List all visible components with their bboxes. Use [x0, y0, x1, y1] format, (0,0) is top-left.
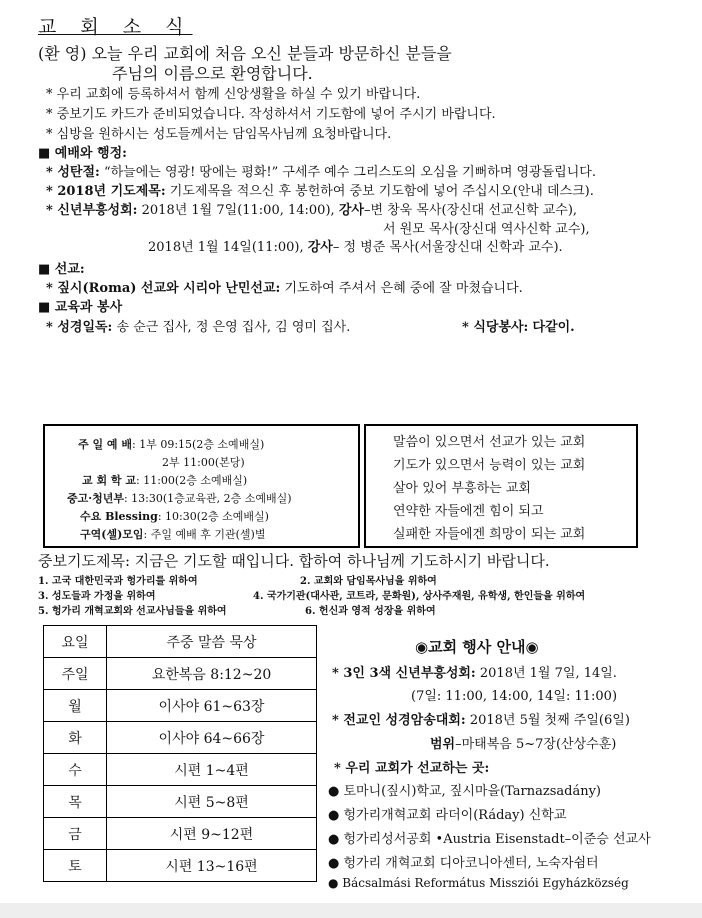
prayer-line: [46, 180, 594, 199]
revival-line-3: [148, 236, 563, 255]
vision-line: 말씀이 있으면서 선교가 있는 교회: [393, 435, 586, 450]
prayer-topics-title: 중보기도제목: 지금은 기도할 때입니다. 합하여 하나님께 기도하시기 바랍니다.: [38, 552, 550, 570]
service-value: : 10:30(2층 소예배실): [157, 510, 269, 523]
mission-place-text: Bácsalmási Református Missziói Egyházközség: [342, 876, 629, 890]
meal-line: [462, 316, 575, 335]
prayer-topic: 2. 교회와 담임목사님을 위하여: [300, 576, 437, 587]
reading-label: * 성경일독:: [46, 320, 113, 335]
reading-cell: 시편 1~4편: [107, 754, 317, 786]
table-row: [44, 658, 317, 690]
day-cell: 목: [44, 786, 107, 818]
mission-text: 기도하여 주셔서 은혜 중에 잘 마쳤습니다.: [284, 281, 523, 296]
service-row: [80, 508, 269, 524]
missions-label: * 우리 교회가 선교하는 곳:: [334, 761, 490, 776]
service-label: 구역(셀)모임: [80, 528, 144, 541]
mission-place-text: 토마니(짚시)학교, 짚시마을(Tarnazsadány): [343, 784, 601, 799]
prayer-topic: 4. 국가기관(대사관, 코트라, 문화원), 상사주재원, 유학생, 한인들을 위하여: [253, 591, 586, 602]
day-cell: 화: [44, 722, 107, 754]
event-revival: [332, 662, 617, 681]
reading-cell: 요한복음 8:12~20: [107, 658, 317, 690]
church-vision-box: [364, 424, 638, 548]
reading-cell: 시편 13~16편: [107, 850, 317, 882]
service-row: [80, 526, 265, 542]
revival-label: * 신년부흥성회:: [46, 203, 138, 218]
mission-place-text: 헝가리성서공회 •Austria Eisenstadt–이준승 선교사: [343, 832, 651, 847]
service-value: : 13:30(1층교육관, 2층 소예배실): [123, 492, 292, 505]
service-times-box: [43, 424, 360, 548]
reading-line: [46, 316, 350, 335]
event-revival-label: * 3인 3색 신년부흥성회:: [332, 666, 476, 681]
mission-place-text: 헝가리 개혁교회 디아코니아센터, 노숙자쉼터: [343, 856, 599, 871]
events-title: ◉교회 행사 안내◉: [415, 638, 539, 656]
mission-place: [328, 876, 629, 890]
christmas-line: [46, 161, 596, 180]
revival-date-1: 2018년 1월 7일(11:00, 14:00),: [141, 203, 335, 218]
service-value: : 주일 예배 후 기관(셀)별: [143, 528, 266, 541]
revival-date-2: 2018년 1월 14일(11:00),: [148, 240, 304, 255]
header-day: 요일: [44, 626, 107, 658]
header-text: 주중 말씀 묵상: [107, 626, 317, 658]
service-label: 중고·청년부: [67, 492, 124, 505]
prayer-topic: 5. 헝가리 개혁교회와 선교사님들을 위하여: [38, 606, 227, 617]
event-memorize-text: 2018년 5월 첫째 주일(6일): [469, 713, 630, 728]
reading-cell: 시편 9~12편: [107, 818, 317, 850]
table-row: [44, 818, 317, 850]
day-cell: 월: [44, 690, 107, 722]
service-value: 2부 11:00(본당): [162, 456, 245, 469]
table-row: [44, 722, 317, 754]
service-row: [67, 490, 292, 506]
page-bottom-band: [0, 903, 702, 918]
welcome-line-2: 주님의 이름으로 환영합니다.: [112, 64, 313, 83]
vision-line: 연약한 자들에겐 힘이 되고: [393, 504, 544, 519]
bullet-icon: ●: [328, 876, 343, 890]
prayer-text: 기도제목을 적으신 후 봉헌하여 중보 기도함에 넣어 주십시오(안내 데스크).: [169, 184, 594, 199]
revival-speaker-label: 강사: [338, 203, 364, 218]
mission-line: [46, 277, 523, 296]
vision-line: 살아 있어 부흥하는 교회: [393, 481, 531, 496]
bullet-icon: ●: [328, 784, 344, 799]
day-cell: 금: [44, 818, 107, 850]
table-row: [44, 754, 317, 786]
table-row: [44, 690, 317, 722]
prayer-topic: 6. 헌신과 영적 성장을 위하여: [305, 606, 436, 617]
event-range: [430, 733, 616, 752]
notice-item: * 심방을 원하시는 성도들께서는 담임목사님께 요청바랍니다.: [46, 127, 392, 142]
mission-place: [328, 780, 601, 799]
table-row: [44, 786, 317, 818]
vision-line: 실패한 자들에겐 희망이 되는 교회: [393, 527, 586, 542]
notice-item: * 중보기도 카드가 준비되었습니다. 작성하셔서 기도함에 넣어 주시기 바랍니다.: [46, 107, 496, 122]
page-title: 교 회 소 식: [38, 16, 193, 38]
event-memorize: [332, 709, 630, 728]
bible-plan-table: [43, 625, 317, 882]
service-label: 주 일 예 배: [78, 438, 132, 451]
missions-header: [334, 757, 489, 776]
day-cell: 수: [44, 754, 107, 786]
reading-text: 송 순근 집사, 정 은영 집사, 김 영미 집사.: [116, 320, 351, 335]
revival-speaker-3: – 정 병준 목사(서울장신대 신학과 교수).: [332, 240, 563, 255]
revival-line-1: [46, 199, 577, 218]
event-revival-times: (7일: 11:00, 14:00, 14일: 11:00): [411, 689, 618, 704]
bullet-icon: ●: [328, 856, 344, 871]
prayer-topic: 1. 고국 대한민국과 헝가리를 위하여: [38, 576, 198, 587]
bullet-icon: ●: [328, 832, 344, 847]
reading-cell: 시편 5~8편: [107, 786, 317, 818]
service-label: 교 회 학 교: [82, 474, 136, 487]
meal-label: * 식당봉사:: [462, 320, 529, 335]
event-revival-text: 2018년 1월 7일, 14일.: [479, 666, 617, 681]
table-row: [44, 850, 317, 882]
welcome-text-1: 오늘 우리 교회에 처음 오신 분들과 방문하신 분들을: [91, 44, 452, 63]
service-value: : 1부 09:15(2층 소예배실): [132, 438, 265, 451]
revival-speaker-1: –변 창욱 목사(장신대 선교신학 교수),: [363, 203, 578, 218]
worship-header: ■ 예배와 행정:: [38, 146, 127, 161]
christmas-text: “하늘에는 영광! 땅에는 평화!” 구세주 예수 그리스도의 오심을 기뻐하며 영광돌립니다.: [103, 165, 596, 180]
prayer-label: * 2018년 기도제목:: [46, 184, 166, 199]
mission-place: [328, 852, 599, 871]
mission-place: [328, 828, 651, 847]
welcome-label: (환 영): [38, 44, 87, 63]
mission-label: * 짚시(Roma) 선교와 시리아 난민선교:: [46, 281, 281, 296]
mission-place: [328, 804, 566, 823]
vision-line: 기도가 있으면서 능력이 있는 교회: [393, 458, 586, 473]
service-row: [82, 472, 247, 488]
revival-speaker-label-2: 강사: [307, 240, 333, 255]
event-memorize-label: * 전교인 성경암송대회:: [332, 713, 466, 728]
service-label: 수요 Blessing: [80, 510, 158, 523]
reading-cell: 이사야 61~63장: [107, 690, 317, 722]
christmas-label: * 성탄절:: [46, 165, 100, 180]
mission-place-text: 헝가리개혁교회 라더이(Ráday) 신학교: [343, 808, 567, 823]
day-cell: 토: [44, 850, 107, 882]
service-row: [78, 436, 264, 452]
service-value: : 11:00(2층 소예배실): [136, 474, 248, 487]
day-cell: 주일: [44, 658, 107, 690]
mission-header: ■ 선교:: [38, 262, 85, 277]
prayer-topic: 3. 성도들과 가정을 위하여: [38, 591, 156, 602]
service-row: [162, 454, 245, 470]
event-range-text: –마태복음 5~7장(산상수훈): [455, 737, 617, 752]
bullet-icon: ●: [328, 808, 344, 823]
revival-line-2: 서 원모 목사(장신대 역사신학 교수),: [383, 222, 590, 237]
table-header-row: [44, 626, 317, 658]
meal-text: 다같이.: [532, 320, 575, 335]
education-header: ■ 교육과 봉사: [38, 300, 123, 315]
notice-item: * 우리 교회에 등록하셔서 함께 신앙생활을 하실 수 있기 바랍니다.: [46, 87, 421, 102]
event-range-label: 범위: [430, 737, 456, 752]
reading-cell: 이사야 64~66장: [107, 722, 317, 754]
